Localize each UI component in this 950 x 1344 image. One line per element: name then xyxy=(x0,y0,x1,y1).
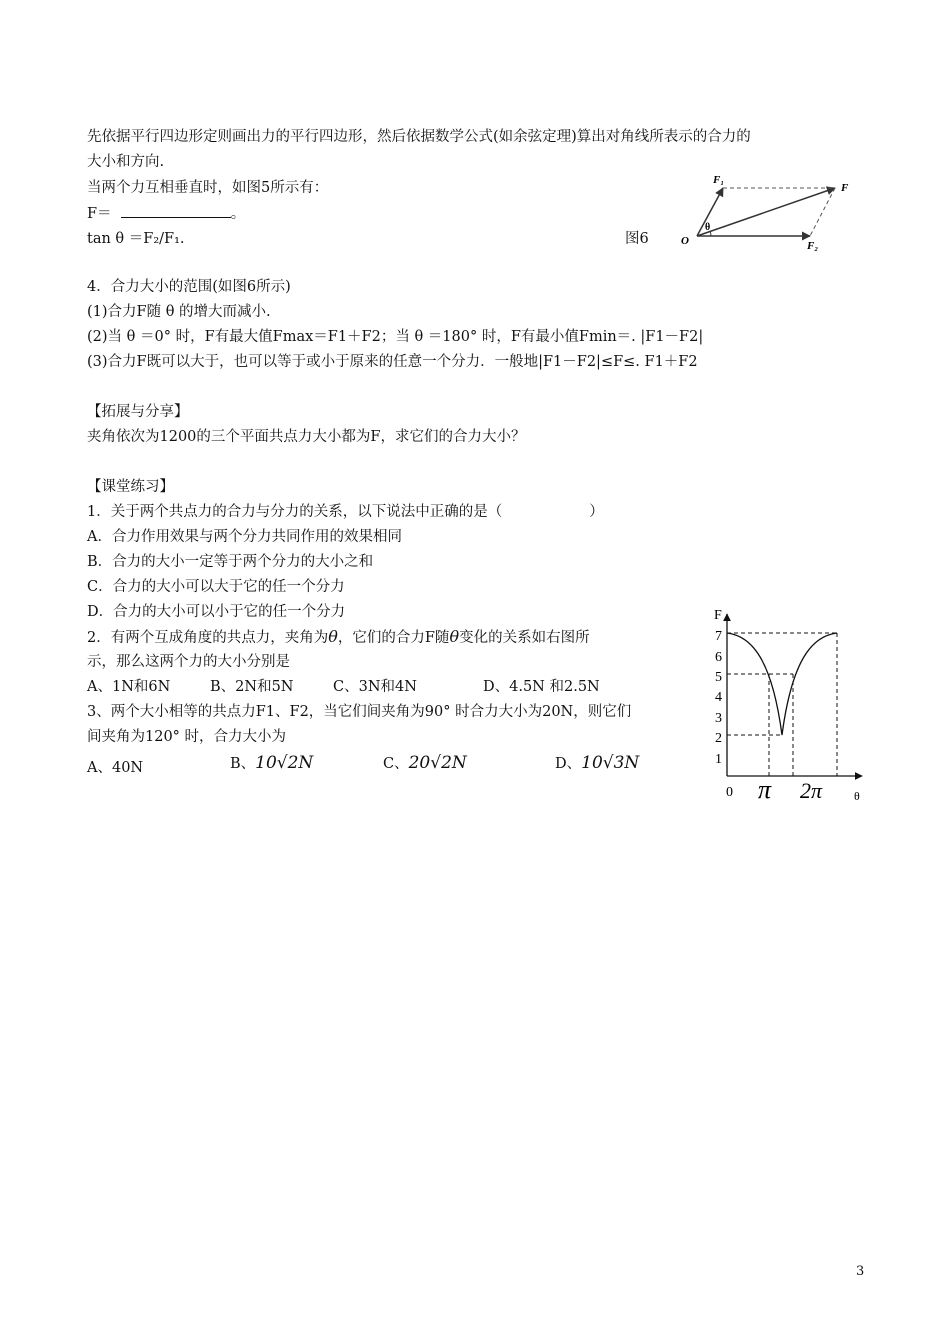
q3-c-prefix: C、 xyxy=(383,756,409,772)
theta-label: θ xyxy=(705,222,711,233)
extend-text: 夹角依次为1200的三个平面共点力大小都为F，求它们的合力大小？ xyxy=(87,429,526,445)
q1-option-a: A．合力作用效果与两个分力共同作用的效果相同 xyxy=(87,529,402,545)
f1-label: F₁ xyxy=(713,174,725,186)
f-equation xyxy=(87,203,245,224)
figure-6-diagram xyxy=(675,172,855,252)
q2-theta-2: θ xyxy=(449,627,460,646)
y-tick-1: 1 xyxy=(715,752,722,767)
q2-theta-1: θ xyxy=(328,627,338,646)
section-4-point-2: (2)当 θ ＝0° 时，F有最大值Fmax＝F1＋F2；当 θ ＝180° 时，F有最小值Fmin＝. |F1－F2| xyxy=(87,329,704,345)
q1-option-b: B．合力的大小一定等于两个分力的大小之和 xyxy=(87,554,374,570)
section-4-point-3: (3)合力F既可以大于，也可以等于或小于原来的任意一个分力．一般地|F1－F2|≤F≤. F1＋F2 xyxy=(87,354,698,370)
question-3-line-2: 间夹角为120° 时，合力大小为 xyxy=(87,729,287,745)
answer-blank xyxy=(121,203,231,218)
q2-part-1: 2．有两个互成角度的共点力，夹角为 xyxy=(87,630,329,646)
q3-option-b xyxy=(230,753,313,774)
section-4-point-1: (1)合力F随 θ 的增大而减小. xyxy=(87,304,271,320)
q3-a-value: 40N xyxy=(111,760,144,776)
q2-option-d: D、4.5N 和2.5N xyxy=(483,679,600,695)
origin-label: 0 xyxy=(726,785,733,800)
o-label: O xyxy=(681,235,689,247)
x-tick-2pi: 2π xyxy=(800,778,823,803)
question-2-line-2: 示，那么这两个力的大小分别是 xyxy=(87,654,290,670)
q3-c-value: 20√2N xyxy=(408,753,467,773)
tan-equation: tan θ ＝F₂/F₁. xyxy=(87,231,185,247)
q3-option-d xyxy=(555,753,639,774)
q3-d-prefix: D、 xyxy=(555,756,582,772)
f2-label: F₂ xyxy=(807,240,819,252)
page-number: 3 xyxy=(856,1264,865,1279)
q1-option-d: D．合力的大小可以小于它的任一个分力 xyxy=(87,604,346,620)
f-label: F xyxy=(841,182,849,194)
figure-6-caption: 图6 xyxy=(625,231,649,247)
force-angle-graph xyxy=(700,600,870,810)
q2-part-2: ，它们的合力F随 xyxy=(337,630,450,646)
y-tick-7: 7 xyxy=(715,629,722,644)
perpendicular-text: 当两个力互相垂直时，如图5所示有： xyxy=(87,180,329,196)
q2-part-3: 变化的关系如右图所 xyxy=(459,630,590,646)
extend-heading: 【拓展与分享】 xyxy=(87,404,189,420)
question-1: 1．关于两个共点力的合力与分力的关系，以下说法中正确的是（ ） xyxy=(87,504,604,520)
y-tick-6: 6 xyxy=(715,650,722,665)
x-tick-pi: π xyxy=(758,775,772,804)
f-eq-label: F＝ xyxy=(87,206,112,222)
section-4-title: 4．合力大小的范围(如图6所示) xyxy=(87,279,291,295)
f-eq-suffix: 。 xyxy=(230,206,246,222)
q2-option-b: B、2N和5N xyxy=(210,679,294,695)
question-3-line-1: 3、两个大小相等的共点力F1、F2，当它们间夹角为90° 时合力大小为20N，则它们 xyxy=(87,704,632,720)
y-tick-4: 4 xyxy=(715,690,722,705)
q2-option-c: C、3N和4N xyxy=(333,679,417,695)
q3-option-c xyxy=(383,753,467,774)
y-tick-2: 2 xyxy=(715,731,722,746)
q1-option-c: C．合力的大小可以大于它的任一个分力 xyxy=(87,579,345,595)
intro-line-2: 大小和方向. xyxy=(87,154,165,170)
resultant-curve xyxy=(727,633,837,735)
q3-b-value: 10√2N xyxy=(255,753,314,773)
intro-line-1: 先依据平行四边形定则画出力的平行四边形，然后依据数学公式(如余弦定理)算出对角线所表示的合力的 xyxy=(87,129,751,145)
q2-option-a: A、1N和6N xyxy=(87,679,171,695)
q3-d-value: 10√3N xyxy=(581,753,640,773)
q3-option-a xyxy=(87,758,143,778)
q3-a-prefix: A、 xyxy=(87,760,112,776)
practice-heading: 【课堂练习】 xyxy=(87,479,174,495)
y-tick-3: 3 xyxy=(715,711,722,726)
x-axis-label: θ xyxy=(854,789,860,803)
question-2-line-1 xyxy=(87,627,590,648)
y-axis-label: F xyxy=(714,608,722,623)
y-tick-5: 5 xyxy=(715,670,722,685)
q3-b-prefix: B、 xyxy=(230,756,256,772)
